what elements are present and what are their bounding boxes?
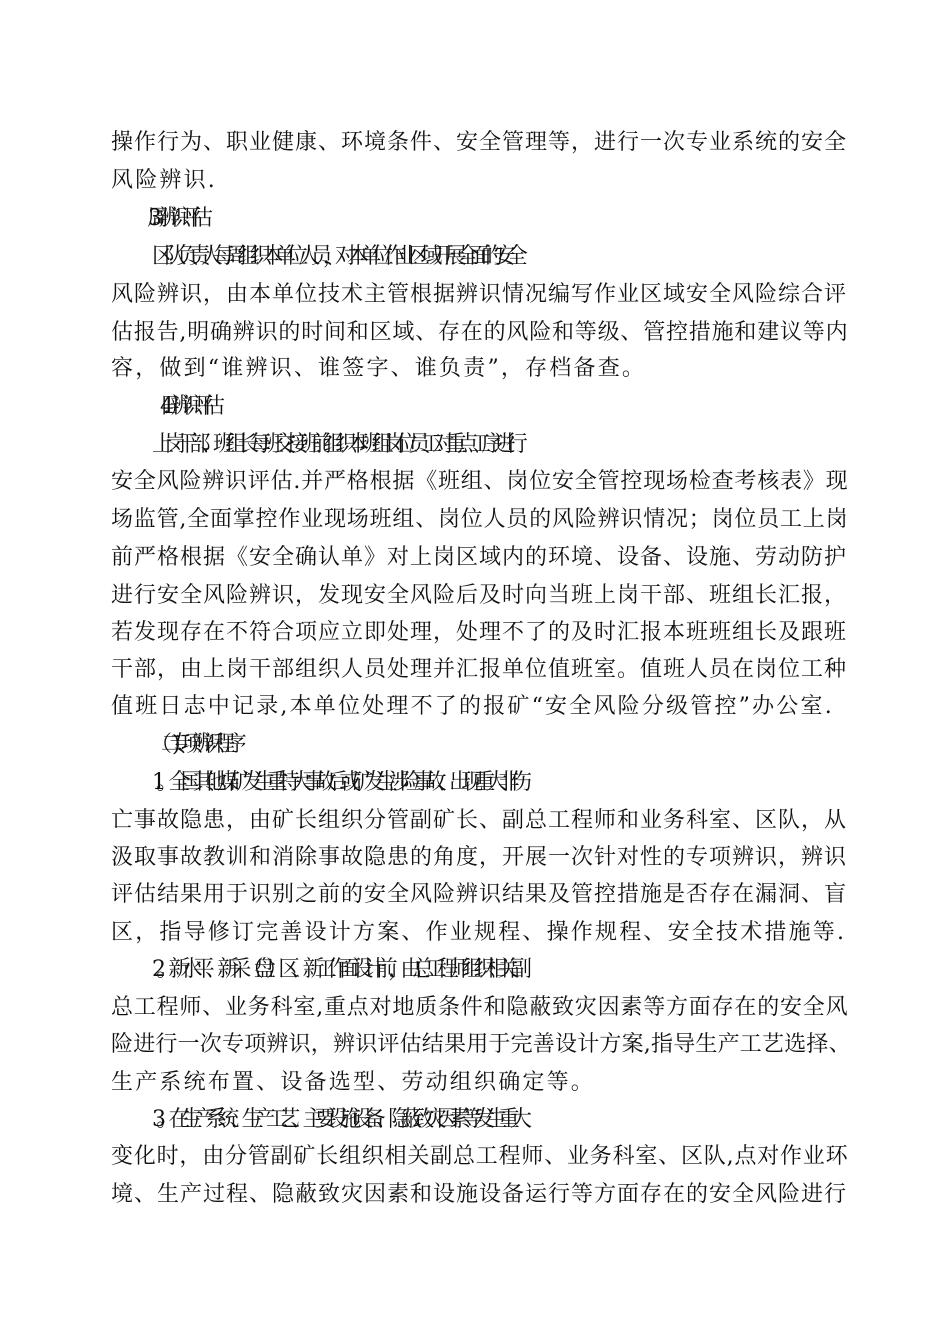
body-text-line: 进行安全风险辨识，发现安全风险后及时向当班上岗干部、班组长汇报， [111,583,848,608]
body-text-line: 上岗干部、班组长每班交接班前组织本班组岗位员工对重点工序进行 [152,432,519,457]
section-heading: 3.周辨识评估 [148,206,202,231]
body-text-line: 2。新水平、新采（盘）区、新工作面设计前，由总工程师组织相关副 [152,957,523,982]
body-text-line: 干部，由上岗干部组织人员处理并汇报单位值班室。值班人员在岗位工种 [111,657,848,682]
body-text-line: 区，指导修订完善设计方案、作业规程、操作规程、安全技术措施等. [111,920,847,945]
section-heading: （二)专项辨识程序 [150,732,236,757]
body-text-line: 安全风险辨识评估.并严格根据《班组、岗位安全管控现场检查考核表》现 [111,469,849,494]
body-text-line: 区队负责人每周组织本单位人员，对本单位作业区域开展全面的安全 [152,244,519,269]
body-text-line: 变化时，由分管副矿长组织相关副总工程师、业务科室、区队,点对作业环 [111,1144,849,1169]
section-heading: 4.日辨识评估 [160,394,214,419]
body-text-line: 估报告,明确辨识的时间和区域、存在的风险和等级、管控措施和建议等内 [111,320,849,345]
body-text-line: 亡事故隐患，由矿长组织分管副矿长、副总工程师和业务科室、区队，从 [111,808,848,833]
body-text-line: 容，做到“谁辨识、谁签字、谁负责”，存档备查。 [111,356,647,381]
body-text-line: 值班日志中记录,本单位处理不了的报矿“安全风险分级管控”办公室. [111,694,834,719]
body-text-line: 总工程师、业务科室,重点对地质条件和隐蔽致灾因素等方面存在的安全风 [111,995,849,1020]
body-text-line: 境、生产过程、隐蔽致灾因素和设施设备运行等方面存在的安全风险进行 [111,1182,848,1207]
body-text-line: 评估结果用于识别之前的安全风险辨识结果及管控措施是否存在漏洞、盲 [111,882,848,907]
body-text-line: 操作行为、职业健康、环境条件、安全管理等，进行一次专业系统的安全 [111,130,848,155]
body-text-line: 3。在生产系统、生产工艺、主要设施设备、隐蔽致灾因素等发生重大 [152,1107,523,1132]
body-text-line: 前严格根据《安全确认单》对上岗区域内的环境、设备、设施、劳动防护 [111,545,848,570]
body-text-line: 风险辨识，由本单位技术主管根据辨识情况编写作业区域安全风险综合评 [111,282,848,307]
body-text-line: 1。全国其他煤矿发生重特大事故后或矿发生涉险事故、出现重大非伤 [152,770,523,795]
body-text-line: 若发现存在不符合项应立即处理，处理不了的及时汇报本班班组长及跟班 [111,620,848,645]
body-text-line: 汲取事故教训和消除事故隐患的角度，开展一次针对性的专项辨识，辨识 [111,845,848,870]
body-text-line: 风险辨识. [111,168,217,193]
body-text-line: 险进行一次专项辨识，辨识评估结果用于完善设计方案,指导生产工艺选择、 [111,1032,851,1057]
body-text-line: 生产系统布置、设备选型、劳动组织确定等。 [111,1070,596,1095]
body-text-line: 场监管,全面掌控作业现场班组、岗位人员的风险辨识情况；岗位员工上岗 [111,507,849,532]
